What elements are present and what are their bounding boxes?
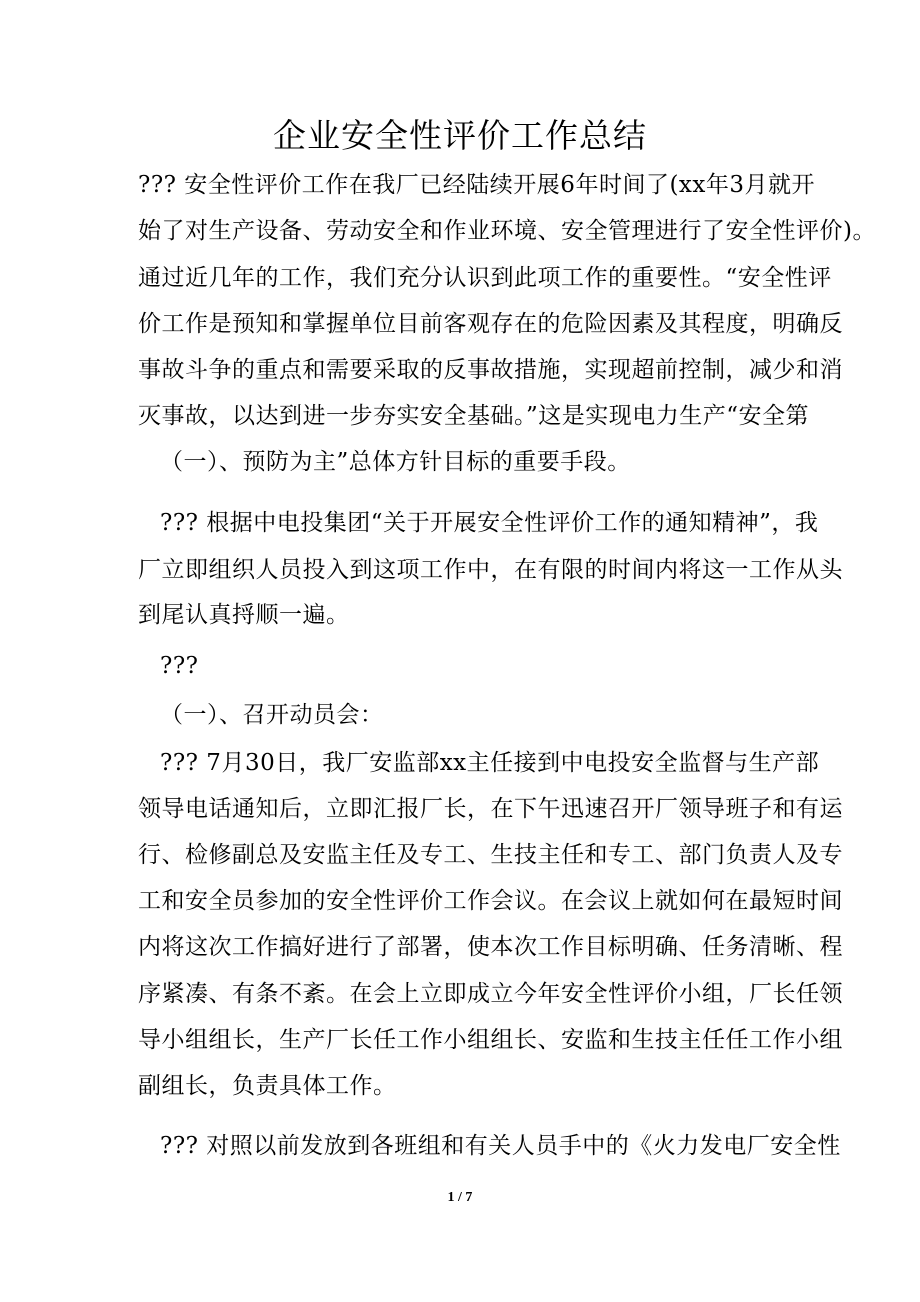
paragraph-line: （一）、预防为主”总体方针目标的重要手段。 <box>160 449 631 475</box>
paragraph-line: 始了对生产设备、劳动安全和作业环境、安全管理进行了安全性评价)。 <box>138 218 876 244</box>
paragraph-line: 内将这次工作搞好进行了部署，使本次工作目标明确、任务清晰、程 <box>138 934 843 960</box>
paragraph-line: 灭事故，以达到进一步夯实安全基础。”这是实现电力生产“安全第 <box>138 403 810 429</box>
paragraph-line: ??? 根据中电投集团“关于开展安全性评价工作的通知精神”，我 <box>160 510 819 536</box>
document-title: 企业安全性评价工作总结 <box>273 116 647 155</box>
section-heading: （一）、召开动员会： <box>160 702 384 728</box>
page-indicator: 1 / 7 <box>447 1190 473 1205</box>
paragraph-line: 通过近几年的工作，我们充分认识到此项工作的重要性。“安全性评 <box>138 265 832 291</box>
paragraph-line: 序紧凑、有条不紊。在会上立即成立今年安全性评价小组，厂长任领 <box>138 981 843 1007</box>
paragraph-line: ??? 7月30日，我厂安监部xx主任接到中电投安全监督与生产部 <box>160 750 820 776</box>
paragraph-line: 价工作是预知和掌握单位目前客观存在的危险因素及其程度，明确反 <box>138 311 843 337</box>
paragraph-line: ??? 对照以前发放到各班组和有关人员手中的《火力发电厂安全性 <box>160 1133 841 1159</box>
paragraph-line: 厂立即组织人员投入到这项工作中，在有限的时间内将这一工作从头 <box>138 557 843 583</box>
paragraph-line: 到尾认真捋顺一遍。 <box>138 602 350 628</box>
paragraph-line: 事故斗争的重点和需要采取的反事故措施，实现超前控制，减少和消 <box>138 357 843 383</box>
paragraph-line: 副组长，负责具体工作。 <box>138 1073 397 1099</box>
paragraph-line: ??? <box>160 653 199 679</box>
paragraph-line: 行、检修副总及安监主任及专工、生技主任和专工、部门负责人及专 <box>138 842 843 868</box>
paragraph-line: ??? 安全性评价工作在我厂已经陆续开展6年时间了(xx年3月就开 <box>138 172 815 198</box>
paragraph-line: 导小组组长，生产厂长任工作小组组长、安监和生技主任任工作小组 <box>138 1027 843 1053</box>
paragraph-line: 工和安全员参加的安全性评价工作会议。在会议上就如何在最短时间 <box>138 888 843 914</box>
paragraph-line: 领导电话通知后，立即汇报厂长，在下午迅速召开厂领导班子和有运 <box>138 796 843 822</box>
